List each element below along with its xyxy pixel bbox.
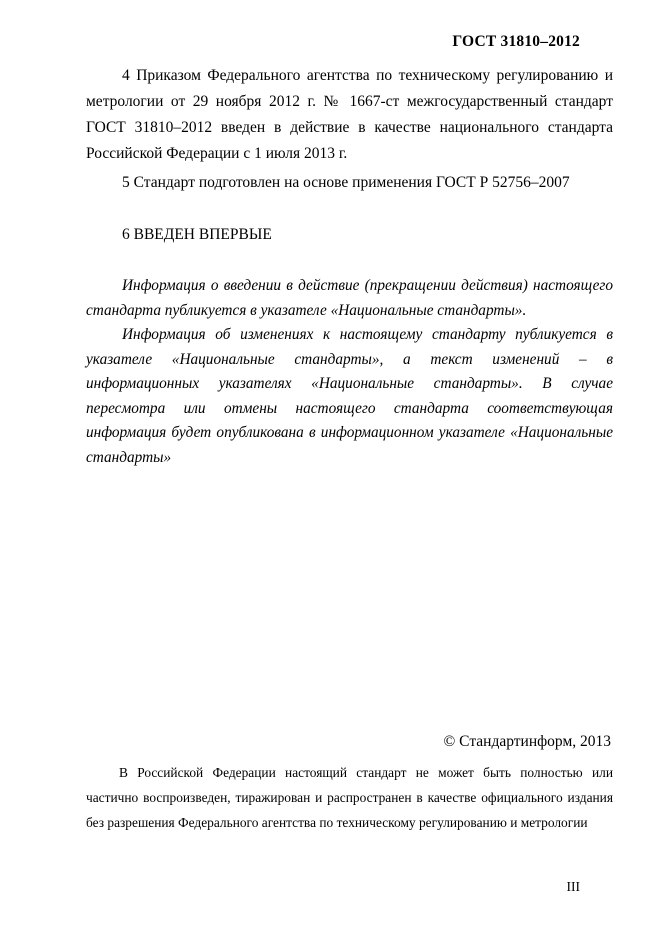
info-introduction-paragraph: Информация о введении в действие (прекращении действия) настоящего стандарта публикуется в указателе «Национальные стандарты». (86, 277, 613, 319)
copyright-line: © Стандартинформ, 2013 (443, 733, 611, 750)
reproduction-notice: В Российской Федерации настоящий стандарт не может быть полностью или частично воспроизведен, тиражирован и распространен в качестве официального издания без разрешения Федерального агентства по техническому регулированию и метрологии (86, 765, 613, 830)
paragraph-item-6: 6 ВВЕДЕН ВПЕРВЫЕ (122, 226, 272, 243)
paragraph-item-5: 5 Стандарт подготовлен на основе применения ГОСТ Р 52756–2007 (122, 174, 570, 191)
page-number: III (566, 879, 580, 894)
info-changes-paragraph: Информация об изменениях к настоящему стандарту публикуется в указателе «Национальные стандарты», а текст изменений – в информационных указателях «Национальные стандарты». В случае пересмотра или отмены настоящего стандарта соответствующая информация будет опубликована в информационном указателе «Национальные стандарты» (86, 326, 613, 466)
standard-code-header: ГОСТ 31810–2012 (452, 33, 580, 50)
paragraph-item-4: 4 Приказом Федерального агентства по техническому регулированию и метрологии от 29 ноября 2012 г. № 1667-ст межгосударственный стандарт ГОСТ 31810–2012 введен в действие в качестве национального стандарта Российской Федерации с 1 июля 2013 г. (86, 67, 613, 162)
